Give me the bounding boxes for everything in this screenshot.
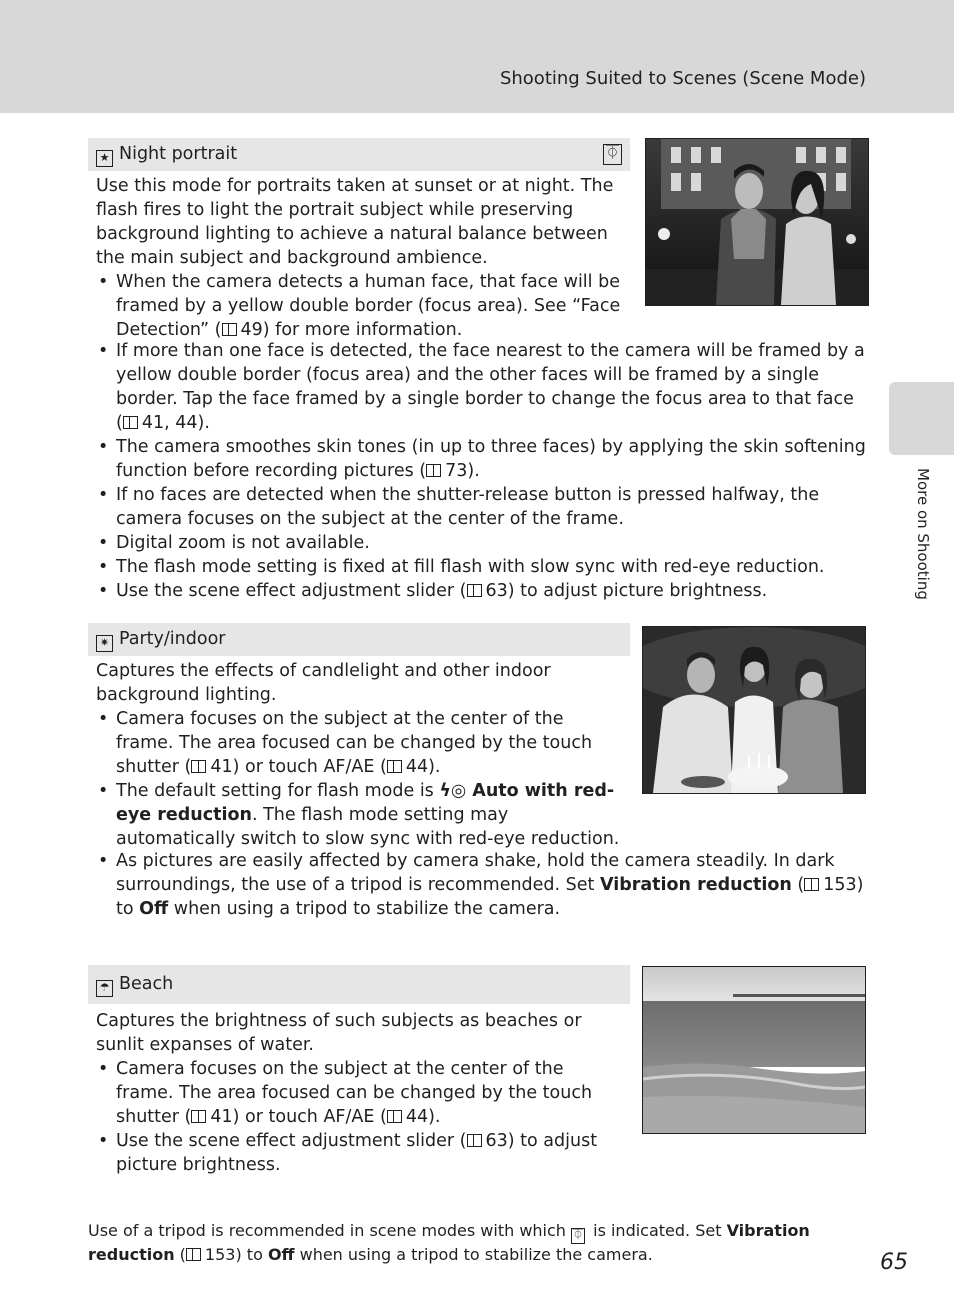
book-ref-icon bbox=[387, 760, 402, 773]
night-portrait-header bbox=[88, 138, 630, 171]
night-portrait-photo bbox=[645, 138, 869, 306]
side-tab-label: More on Shooting bbox=[914, 468, 932, 600]
header-band bbox=[0, 0, 954, 113]
book-ref-icon bbox=[222, 323, 237, 336]
party-indoor-title: Party/indoor bbox=[119, 629, 226, 649]
party-indoor-photo bbox=[642, 626, 866, 794]
page-ref[interactable]: 44 bbox=[405, 1107, 429, 1127]
book-ref-icon bbox=[426, 464, 441, 477]
night-portrait-body-wide bbox=[96, 339, 866, 603]
list-item: • Digital zoom is not available. bbox=[96, 531, 866, 555]
list-item: • As pictures are easily affected by camera shake, hold the camera steadily. In dark surroundings, the use of a tripod is recommended. Set Vibration reduction ( 153) to Off when using a tripod to stabilize the camera. bbox=[96, 849, 866, 921]
beach-title: Beach bbox=[119, 974, 174, 994]
list-item: • When the camera detects a human face, that face will be framed by a yellow double border (focus area). See “Face Detection” ( 49) for more information. bbox=[96, 270, 631, 342]
page-ref[interactable]: 41, 44 bbox=[141, 413, 198, 433]
list-item: • Camera focuses on the subject at the center of the frame. The area focused can be changed by the touch shutter ( 41) or touch AF/AE ( 44). bbox=[96, 1057, 626, 1129]
page-ref[interactable]: 63 bbox=[485, 1131, 508, 1151]
book-ref-icon bbox=[191, 1110, 206, 1123]
book-ref-icon bbox=[191, 760, 206, 773]
party-indoor-icon: ✷ bbox=[96, 635, 113, 652]
night-portrait-icon: ★ bbox=[96, 150, 113, 167]
book-ref-icon bbox=[467, 584, 482, 597]
book-ref-icon bbox=[467, 1134, 482, 1147]
list-item: • If no faces are detected when the shutter-release button is pressed halfway, the camera focuses on the subject at the center of the frame. bbox=[96, 483, 866, 531]
list-item: • If more than one face is detected, the face nearest to the camera will be framed by a yellow double border (focus area) and the other faces will be framed by a single border. Tap the face framed by a single border to change the focus area to that face ( 41, 44). bbox=[96, 339, 866, 435]
tripod-icon: ⏁ bbox=[571, 1228, 585, 1244]
book-ref-icon bbox=[123, 416, 138, 429]
list-item: • The flash mode setting is fixed at fill flash with slow sync with red-eye reduction. bbox=[96, 555, 866, 579]
book-ref-icon bbox=[186, 1248, 201, 1261]
night-portrait-title: Night portrait bbox=[119, 144, 238, 164]
page-ref[interactable]: 153 bbox=[204, 1245, 236, 1264]
page-ref[interactable]: 44 bbox=[405, 757, 429, 777]
flash-red-eye-icon: ϟ◎ bbox=[439, 781, 473, 801]
page-ref[interactable]: 153 bbox=[823, 875, 857, 895]
chapter-title: Shooting Suited to Scenes (Scene Mode) bbox=[499, 68, 866, 89]
beach-body bbox=[96, 1009, 626, 1177]
night-portrait-body bbox=[96, 174, 631, 342]
list-item: • The camera smoothes skin tones (in up to three faces) by applying the skin softening function before recording pictures ( 73). bbox=[96, 435, 866, 483]
list-item: • Use the scene effect adjustment slider ( 63) to adjust picture brightness. bbox=[96, 1129, 626, 1177]
list-item: • Camera focuses on the subject at the center of the frame. The area focused can be changed by the touch shutter ( 41) or touch AF/AE ( 44). bbox=[96, 707, 626, 779]
book-ref-icon bbox=[804, 878, 819, 891]
party-indoor-header bbox=[88, 623, 630, 656]
page-ref[interactable]: 41 bbox=[210, 757, 233, 777]
beach-icon: ☂ bbox=[96, 980, 113, 997]
list-item: • Use the scene effect adjustment slider ( 63) to adjust picture brightness. bbox=[96, 579, 866, 603]
book-ref-icon bbox=[387, 1110, 402, 1123]
party-indoor-intro: Captures the effects of candlelight and other indoor background lighting. bbox=[96, 661, 551, 705]
party-indoor-body bbox=[96, 659, 626, 851]
beach-intro: Captures the brightness of such subjects as beaches or sunlit expanses of water. bbox=[96, 1011, 582, 1055]
side-tab bbox=[889, 382, 954, 455]
page-ref[interactable]: 41 bbox=[210, 1107, 233, 1127]
night-portrait-intro: Use this mode for portraits taken at sunset or at night. The flash fires to light the portrait subject while preserving background lighting to achieve a natural balance between the main subject and background ambience. bbox=[96, 176, 614, 268]
beach-photo bbox=[642, 966, 866, 1134]
beach-header bbox=[88, 965, 630, 1004]
page-ref[interactable]: 63 bbox=[485, 581, 508, 601]
party-indoor-body-wide bbox=[96, 849, 866, 921]
tripod-footnote: Use of a tripod is recommended in scene modes with which ⏁ is indicated. Set Vibration reduction ( 153) to Off when using a tripod to stabilize the camera. bbox=[88, 1221, 810, 1264]
page-ref[interactable]: 73 bbox=[445, 461, 468, 481]
tripod-icon: ⏁ bbox=[603, 144, 622, 165]
page-number: 65 bbox=[880, 1250, 908, 1275]
page-ref[interactable]: 49 bbox=[240, 320, 263, 340]
list-item: • The default setting for flash mode is ϟ◎ Auto with red-eye reduction. The flash mode setting may automatically switch to slow sync with red-eye reduction. bbox=[96, 779, 626, 851]
